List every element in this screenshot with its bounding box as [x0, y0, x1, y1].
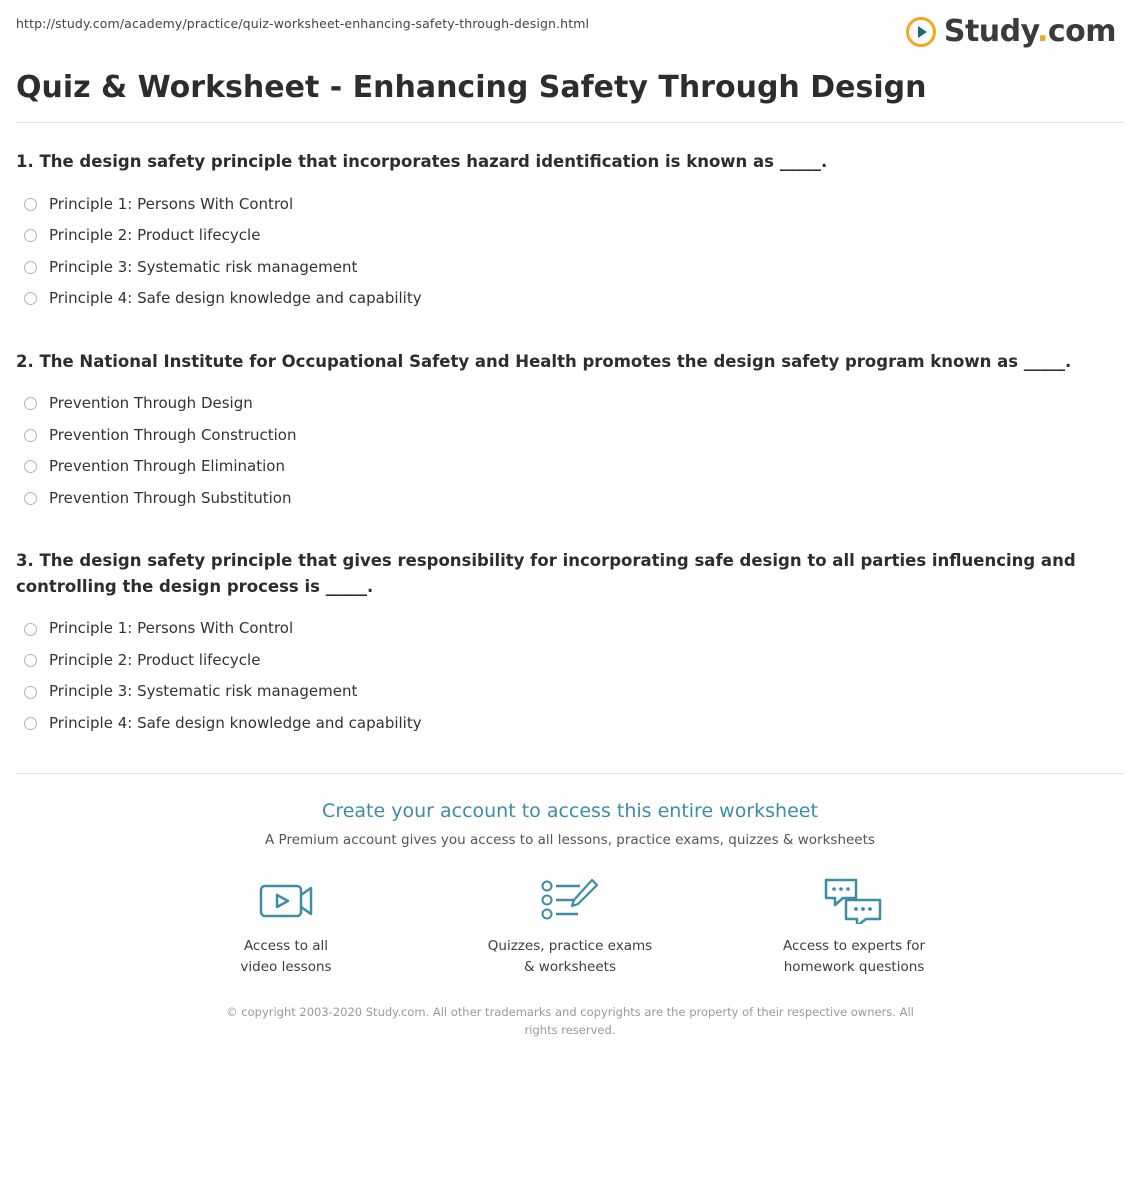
copyright-notice: © copyright 2003-2020 Study.com. All other trademarks and copyrights are the property of their respective owners. All rights reserved.	[226, 1004, 914, 1038]
question-text: 3. The design safety principle that gives responsibility for incorporating safe design to all parties influencing and controlling the design process is _____.	[16, 551, 1076, 596]
question-text: 1. The design safety principle that incorporates hazard identification is known as _____.	[16, 152, 828, 171]
radio-button-icon[interactable]	[24, 198, 37, 211]
options-list	[16, 388, 1124, 514]
promo-title[interactable]: Create your account to access this entire worksheet	[322, 800, 818, 823]
option-row[interactable]	[16, 645, 1124, 677]
logo-brand-name: Study	[943, 14, 1037, 49]
question-block	[16, 349, 1124, 515]
option-row[interactable]	[16, 420, 1124, 452]
option-label: Principle 3: Systematic risk management	[49, 682, 358, 701]
question-block	[16, 149, 1124, 315]
option-label: Principle 3: Systematic risk management	[49, 257, 358, 276]
feature-item	[196, 872, 376, 977]
feature-item	[480, 872, 660, 977]
radio-button-icon[interactable]	[24, 460, 37, 473]
question-text: 2. The National Institute for Occupational Safety and Health promotes the design safety program known as _____.	[16, 351, 1072, 371]
option-label: Principle 1: Persons With Control	[49, 619, 294, 638]
option-label: Principle 4: Safe design knowledge and capability	[49, 289, 422, 308]
logo-suffix: com	[1047, 14, 1116, 49]
feature-line-1: Quizzes, practice exams	[487, 938, 653, 955]
option-row[interactable]	[16, 676, 1124, 708]
option-row[interactable]	[16, 613, 1124, 645]
radio-button-icon[interactable]	[24, 717, 37, 730]
feature-line-2: video lessons	[240, 958, 332, 975]
option-label: Principle 4: Safe design knowledge and capability	[49, 713, 422, 732]
feature-text	[196, 936, 376, 977]
feature-item	[764, 872, 944, 977]
page-title: Quiz & Worksheet - Enhancing Safety Through Design	[16, 70, 927, 105]
quiz-checklist-icon	[480, 872, 660, 928]
radio-button-icon[interactable]	[24, 229, 37, 242]
radio-button-icon[interactable]	[24, 623, 37, 636]
feature-text	[764, 936, 944, 977]
option-label: Principle 1: Persons With Control	[49, 194, 294, 213]
radio-button-icon[interactable]	[24, 261, 37, 274]
promo-divider	[16, 773, 1124, 774]
option-row[interactable]	[16, 189, 1124, 221]
page-url: http://study.com/academy/practice/quiz-worksheet-enhancing-safety-through-design.html	[16, 16, 590, 31]
radio-button-icon[interactable]	[24, 292, 37, 305]
options-list	[16, 613, 1124, 739]
option-row[interactable]	[16, 708, 1124, 740]
option-row[interactable]	[16, 252, 1124, 284]
option-row[interactable]	[16, 483, 1124, 515]
option-row[interactable]	[16, 220, 1124, 252]
options-list	[16, 189, 1124, 315]
promo-subtitle: A Premium account gives you access to all lessons, practice exams, quizzes & worksheets	[265, 832, 875, 849]
play-circle-icon	[906, 17, 936, 47]
option-row[interactable]	[16, 451, 1124, 483]
feature-line-2: homework questions	[783, 958, 925, 975]
study-com-logo[interactable]	[906, 14, 1124, 49]
option-row[interactable]	[16, 283, 1124, 315]
option-label: Prevention Through Design	[49, 394, 253, 413]
video-play-icon	[196, 872, 376, 928]
option-label: Prevention Through Elimination	[49, 457, 285, 476]
option-row[interactable]	[16, 388, 1124, 420]
chat-bubbles-icon	[764, 872, 944, 928]
feature-line-1: Access to experts for	[782, 938, 925, 955]
radio-button-icon[interactable]	[24, 492, 37, 505]
option-label: Principle 2: Product lifecycle	[49, 650, 261, 669]
radio-button-icon[interactable]	[24, 429, 37, 442]
logo-dot: .	[1036, 14, 1048, 49]
option-label: Prevention Through Substitution	[49, 488, 292, 507]
premium-promo	[16, 800, 1124, 1059]
feature-text	[480, 936, 660, 977]
feature-line-2: & worksheets	[523, 958, 616, 975]
radio-button-icon[interactable]	[24, 686, 37, 699]
title-divider	[16, 122, 1124, 123]
option-label: Prevention Through Construction	[49, 425, 297, 444]
radio-button-icon[interactable]	[24, 654, 37, 667]
page-header	[16, 14, 1124, 58]
feature-line-1: Access to all	[243, 938, 329, 955]
logo-wordmark	[944, 14, 1116, 49]
question-block	[16, 548, 1124, 739]
feature-list	[16, 872, 1124, 977]
option-label: Principle 2: Product lifecycle	[49, 226, 261, 245]
radio-button-icon[interactable]	[24, 397, 37, 410]
